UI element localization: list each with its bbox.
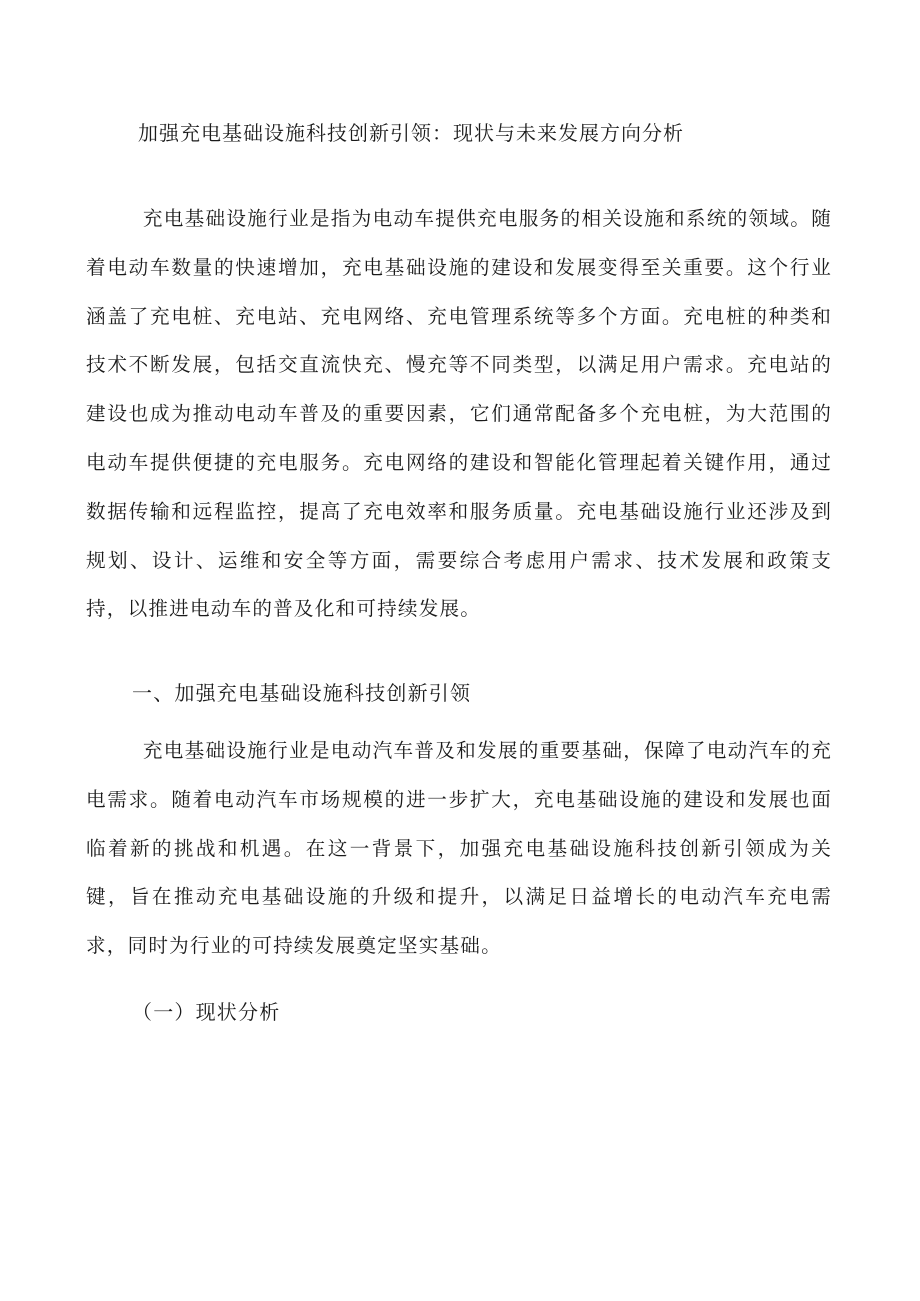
document-title: 加强充电基础设施科技创新引领：现状与未来发展方向分析: [138, 121, 684, 145]
section-paragraph: 充电基础设施行业是电动汽车普及和发展的重要基础，保障了电动汽车的充电需求。随着电动汽车市场规模的进一步扩大，充电基础设施的建设和发展也面临着新的挑战和机遇。在这一背景下，加强充电基础设施科技创新引领成为关键，旨在推动充电基础设施的升级和提升，以满足日益增长的电动汽车充电需求，同时为行业的可持续发展奠定坚实基础。: [86, 739, 832, 958]
section-heading: 一、加强充电基础设施科技创新引领: [132, 681, 472, 705]
intro-paragraph: 充电基础设施行业是指为电动车提供充电服务的相关设施和系统的领域。随着电动车数量的快速增加，充电基础设施的建设和发展变得至关重要。这个行业涵盖了充电桩、充电站、充电网络、充电管理系统等多个方面。充电桩的种类和技术不断发展，包括交直流快充、慢充等不同类型，以满足用户需求。充电站的建设也成为推动电动车普及的重要因素，它们通常配备多个充电桩，为大范围的电动车提供便捷的充电服务。充电网络的建设和智能化管理起着关键作用，通过数据传输和远程监控，提高了充电效率和服务质量。充电基础设施行业还涉及到规划、设计、运维和安全等方面，需要综合考虑用户需求、技术发展和政策支持，以推进电动车的普及化和可持续发展。: [86, 207, 832, 621]
subsection-heading: （一）现状分析: [132, 1000, 281, 1024]
